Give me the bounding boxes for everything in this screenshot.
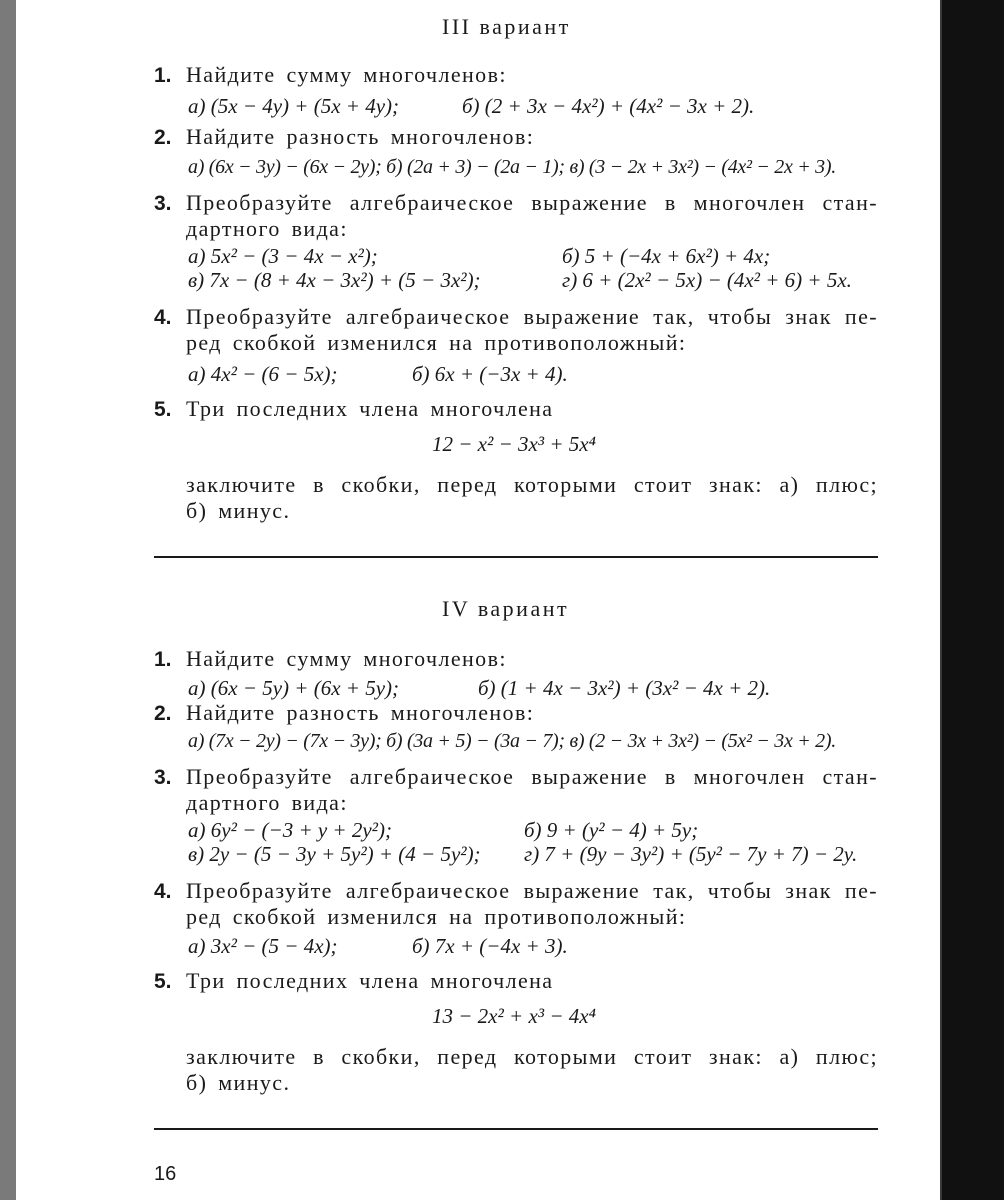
section-divider xyxy=(154,1128,878,1130)
task-text: заключите в скобки, перед которыми стоит знак: а) плюс; xyxy=(186,1044,878,1069)
task-number: 2. xyxy=(154,126,172,149)
task-text: б) минус. xyxy=(186,1070,291,1095)
page-number: 16 xyxy=(154,1163,177,1185)
section-divider xyxy=(154,556,878,558)
vertical-scrollbar[interactable] xyxy=(940,0,1004,1200)
task-text: Преобразуйте алгебраическое выражение так, чтобы знак пе- xyxy=(186,878,878,903)
expression: б) 6x + (−3x + 4). xyxy=(412,362,568,386)
task-text: заключите в скобки, перед которыми стоит знак: а) плюс; xyxy=(186,472,878,497)
task-text: Преобразуйте алгебраическое выражение в многочлен стан- xyxy=(186,190,878,215)
task-number: 4. xyxy=(154,306,172,329)
variant-title: III вариант xyxy=(442,14,571,39)
formula: 13 − 2x² + x³ − 4x⁴ xyxy=(432,1004,596,1028)
task-text: Преобразуйте алгебраическое выражение в многочлен стан- xyxy=(186,764,878,789)
formula: 12 − x² − 3x³ + 5x⁴ xyxy=(432,432,596,456)
task-text: дартного вида: xyxy=(186,790,348,815)
scrollbar-edge xyxy=(940,0,942,1200)
task-text: Найдите разность многочленов: xyxy=(186,700,535,725)
expression: а) 3x² − (5 − 4x); xyxy=(188,934,338,958)
task-number: 5. xyxy=(154,398,172,421)
task-text: Преобразуйте алгебраическое выражение так, чтобы знак пе- xyxy=(186,304,878,329)
expression: а) (7x − 2y) − (7x − 3y); б) (3a + 5) − (3a − 7); в) (2 − 3x + 3x²) − (5x² − 3x + 2). xyxy=(188,730,836,752)
task-number: 1. xyxy=(154,648,172,671)
expression: а) 5x² − (3 − 4x − x²); xyxy=(188,244,378,268)
task-text: Найдите разность многочленов: xyxy=(186,124,535,149)
task-text: б) минус. xyxy=(186,498,291,523)
task-number: 3. xyxy=(154,192,172,215)
task-text: Найдите сумму многочленов: xyxy=(186,62,507,87)
expression: б) 7x + (−4x + 3). xyxy=(412,934,568,958)
expression: в) 2y − (5 − 3y + 5y²) + (4 − 5y²); xyxy=(188,842,481,866)
textbook-page xyxy=(16,0,940,1200)
expression: а) (6x − 5y) + (6x + 5y); xyxy=(188,676,400,700)
expression: б) 9 + (y² − 4) + 5y; xyxy=(524,818,699,842)
task-text: Три последних члена многочлена xyxy=(186,396,554,421)
expression: б) (2 + 3x − 4x²) + (4x² − 3x + 2). xyxy=(462,94,755,118)
task-text: дартного вида: xyxy=(186,216,348,241)
expression: а) (5x − 4y) + (5x + 4y); xyxy=(188,94,400,118)
expression: а) 4x² − (6 − 5x); xyxy=(188,362,338,386)
expression: б) (1 + 4x − 3x²) + (3x² − 4x + 2). xyxy=(478,676,771,700)
expression: г) 6 + (2x² − 5x) − (4x² + 6) + 5x. xyxy=(562,268,852,292)
task-number: 4. xyxy=(154,880,172,903)
expression: а) 6y² − (−3 + y + 2y²); xyxy=(188,818,392,842)
expression: а) (6x − 3y) − (6x − 2y); б) (2a + 3) − (2a − 1); в) (3 − 2x + 3x²) − (4x² − 2x + 3). xyxy=(188,156,836,178)
task-text: Найдите сумму многочленов: xyxy=(186,646,507,671)
task-number: 5. xyxy=(154,970,172,993)
expression: в) 7x − (8 + 4x − 3x²) + (5 − 3x²); xyxy=(188,268,481,292)
task-number: 1. xyxy=(154,64,172,87)
variant-title: IV вариант xyxy=(442,596,570,621)
task-text: ред скобкой изменился на противоположный: xyxy=(186,330,687,355)
task-text: Три последних члена многочлена xyxy=(186,968,554,993)
task-number: 3. xyxy=(154,766,172,789)
task-number: 2. xyxy=(154,702,172,725)
expression: г) 7 + (9y − 3y²) + (5y² − 7y + 7) − 2y. xyxy=(524,842,858,866)
expression: б) 5 + (−4x + 6x²) + 4x; xyxy=(562,244,771,268)
task-text: ред скобкой изменился на противоположный: xyxy=(186,904,687,929)
